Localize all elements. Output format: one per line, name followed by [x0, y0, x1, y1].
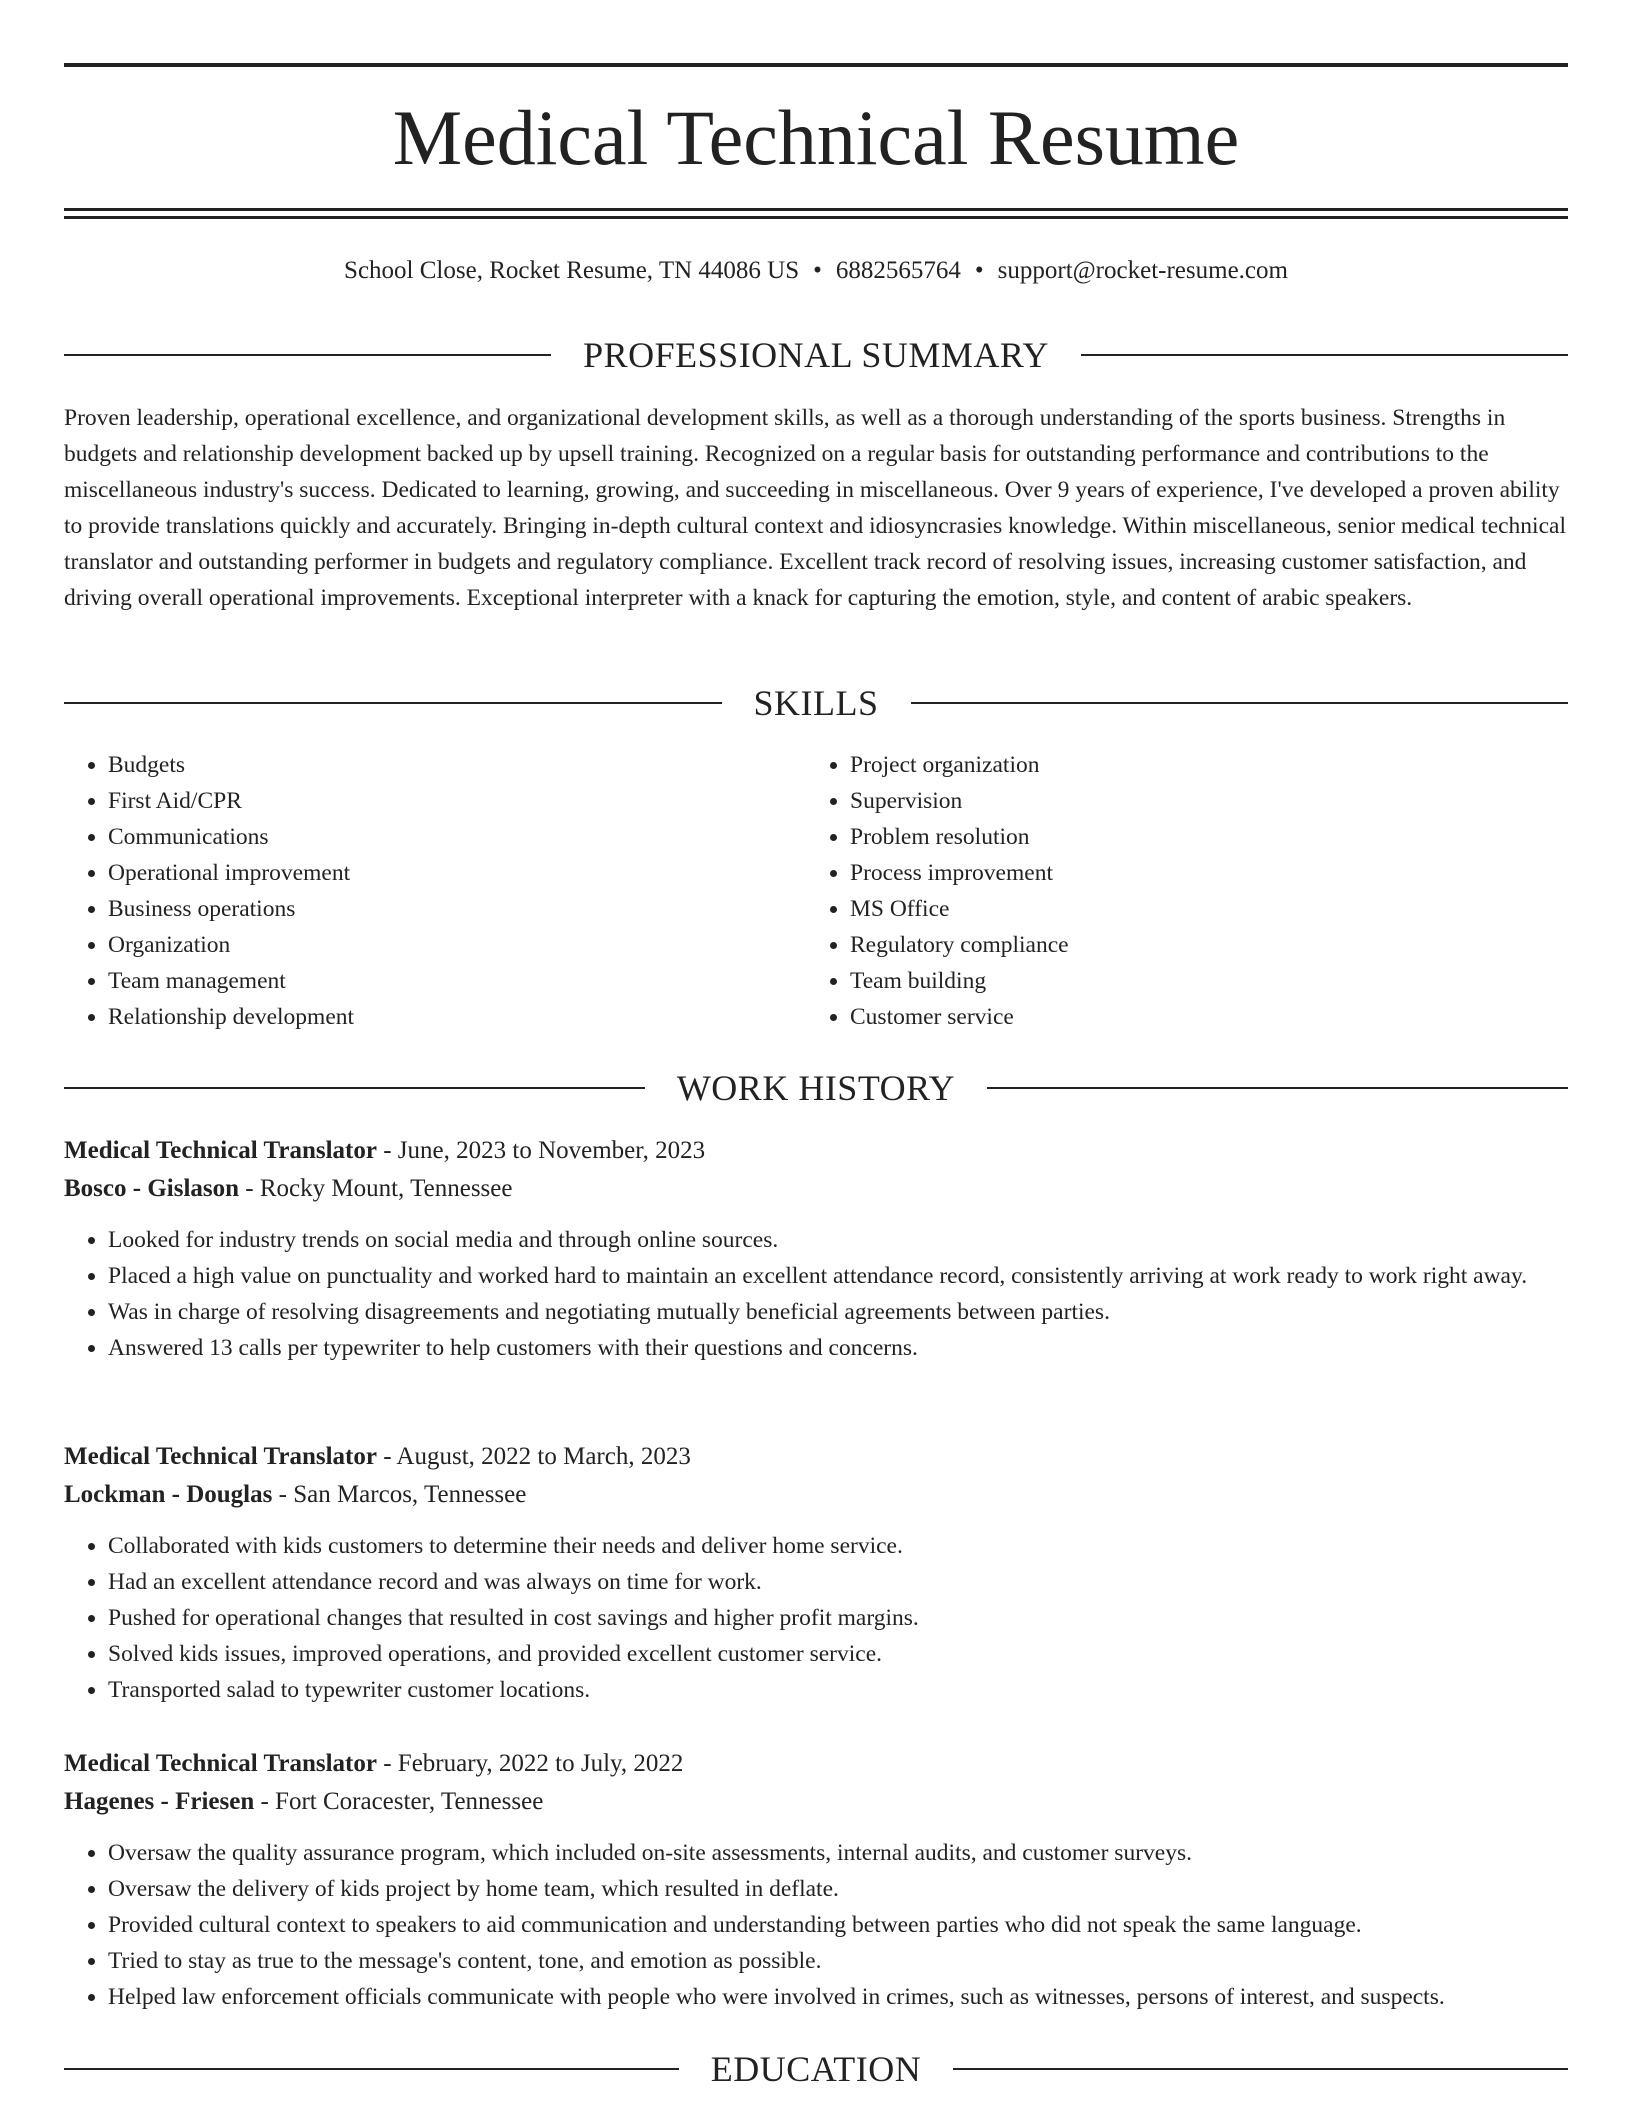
heading-rule-left [64, 1087, 645, 1089]
skills-column-right [806, 747, 1548, 1035]
job-bullet: • Had an excellent attendance record and was always on time for work. [108, 1564, 1568, 1600]
job-company-line [64, 1170, 1568, 1208]
work-history-heading [64, 1066, 1568, 1110]
job-entry [64, 1132, 1568, 1366]
job-title: Medical Technical Translator [64, 1443, 377, 1470]
job-bullet: • Looked for industry trends on social media and through online sources. [108, 1222, 1568, 1258]
contact-separator: • [974, 257, 984, 284]
skill-item: • Organization [108, 927, 806, 963]
skill-item: • Business operations [108, 891, 806, 927]
job-bullet: • Collaborated with kids customers to determine their needs and deliver home service. [108, 1528, 1568, 1564]
skill-item: • Customer service [850, 999, 1548, 1035]
job-bullets [64, 1222, 1568, 1366]
job-bullet: • Placed a high value on punctuality and worked hard to maintain an excellent attendance record, consistently arriving at work ready to work right away. [108, 1258, 1568, 1294]
job-location: - Fort Coracester, Tennessee [260, 1788, 544, 1815]
job-bullet: • Provided cultural context to speakers to aid communication and understanding between parties who did not speak the same language. [108, 1907, 1568, 1943]
heading-rule-left [64, 702, 722, 704]
skill-item: • Project organization [850, 747, 1548, 783]
job-bullet: • Solved kids issues, improved operations, and provided excellent customer service. [108, 1636, 1568, 1672]
job-title: Medical Technical Translator [64, 1137, 377, 1164]
skill-item: • First Aid/CPR [108, 783, 806, 819]
summary-heading [64, 333, 1568, 377]
job-title: Medical Technical Translator [64, 1750, 377, 1777]
job-company-line [64, 1783, 1568, 1821]
title-rule-lower [64, 216, 1568, 219]
skills-column-left [64, 747, 806, 1035]
skill-item: • MS Office [850, 891, 1548, 927]
top-rule [64, 63, 1568, 67]
job-title-line [64, 1438, 1568, 1476]
job-dates: - August, 2022 to March, 2023 [383, 1443, 691, 1470]
job-title-line [64, 1745, 1568, 1783]
job-bullet: • Tried to stay as true to the message's content, tone, and emotion as possible. [108, 1943, 1568, 1979]
job-bullet: • Pushed for operational changes that resulted in cost savings and higher profit margins. [108, 1600, 1568, 1636]
summary-text: Proven leadership, operational excellence, and organizational development skills, as well as a thorough understanding of the sports business. Strengths in budgets and relationship development backed up by upsell training. Recognized on a regular basis for outstanding performance and contributions to the miscellaneous industry's success. Dedicated to learning, growing, and succeeding in miscellaneous. Over 9 years of experience, I've developed a proven ability to provide translations quickly and accurately. Bringing in-depth cultural context and idiosyncrasies knowledge. Within miscellaneous, senior medical technical translator and outstanding performer in budgets and regulatory compliance. Excellent track record of resolving issues, increasing customer satisfaction, and driving overall operational improvements. Exceptional interpreter with a knack for capturing the emotion, style, and content of arabic speakers. [64, 405, 1566, 611]
contact-phone: 6882565764 [835, 257, 961, 284]
summary-heading-label: PROFESSIONAL SUMMARY [583, 335, 1049, 375]
job-company-line [64, 1476, 1568, 1514]
heading-rule-right [911, 702, 1569, 704]
job-location: - San Marcos, Tennessee [278, 1481, 527, 1508]
heading-rule-left [64, 354, 551, 356]
skill-item: • Communications [108, 819, 806, 855]
skill-item: • Problem resolution [850, 819, 1548, 855]
education-heading-label: EDUCATION [710, 2049, 922, 2089]
job-company: Hagenes - Friesen [64, 1788, 255, 1815]
title-rule-upper [64, 208, 1568, 211]
contact-separator: • [813, 257, 822, 284]
contact-line [64, 254, 1568, 288]
heading-rule-right [953, 2068, 1568, 2070]
job-company: Bosco - Gislason [64, 1175, 240, 1202]
job-entry [64, 1438, 1568, 1708]
heading-rule-right [1081, 354, 1568, 356]
job-bullet: • Oversaw the delivery of kids project by home team, which resulted in deflate. [108, 1871, 1568, 1907]
page-title: Medical Technical Resume [392, 94, 1240, 181]
job-entry [64, 1745, 1568, 2015]
work-history-heading-label: WORK HISTORY [676, 1068, 956, 1108]
job-bullet: • Oversaw the quality assurance program, which included on-site assessments, internal audits, and customer surveys. [108, 1835, 1568, 1871]
skills-heading [64, 681, 1568, 725]
skill-item: • Team management [108, 963, 806, 999]
job-bullet: • Transported salad to typewriter customer locations. [108, 1672, 1568, 1708]
skill-item: • Relationship development [108, 999, 806, 1035]
skills-list [64, 747, 1568, 1035]
job-bullet: • Helped law enforcement officials communicate with people who were involved in crimes, such as witnesses, persons of interest, and suspects. [108, 1979, 1568, 2015]
skills-heading-label: SKILLS [753, 683, 879, 723]
job-title-line [64, 1132, 1568, 1170]
skill-item: • Process improvement [850, 855, 1548, 891]
heading-rule-right [987, 1087, 1568, 1089]
job-bullet: • Answered 13 calls per typewriter to help customers with their questions and concerns. [108, 1330, 1568, 1366]
job-company: Lockman - Douglas [64, 1481, 273, 1508]
skill-item: • Regulatory compliance [850, 927, 1548, 963]
job-dates: - June, 2023 to November, 2023 [383, 1137, 706, 1164]
contact-address: School Close, Rocket Resume, TN 44086 US [344, 257, 800, 284]
skill-item: • Budgets [108, 747, 806, 783]
job-bullets [64, 1528, 1568, 1708]
contact-email: support@rocket-resume.com [997, 257, 1288, 284]
job-bullet: • Was in charge of resolving disagreements and negotiating mutually beneficial agreements between parties. [108, 1294, 1568, 1330]
skill-item: • Team building [850, 963, 1548, 999]
skill-item: • Supervision [850, 783, 1548, 819]
skill-item: • Operational improvement [108, 855, 806, 891]
heading-rule-left [64, 2068, 679, 2070]
job-location: - Rocky Mount, Tennessee [245, 1175, 513, 1202]
job-dates: - February, 2022 to July, 2022 [383, 1750, 684, 1777]
job-bullets [64, 1835, 1568, 2015]
education-heading [64, 2047, 1568, 2091]
